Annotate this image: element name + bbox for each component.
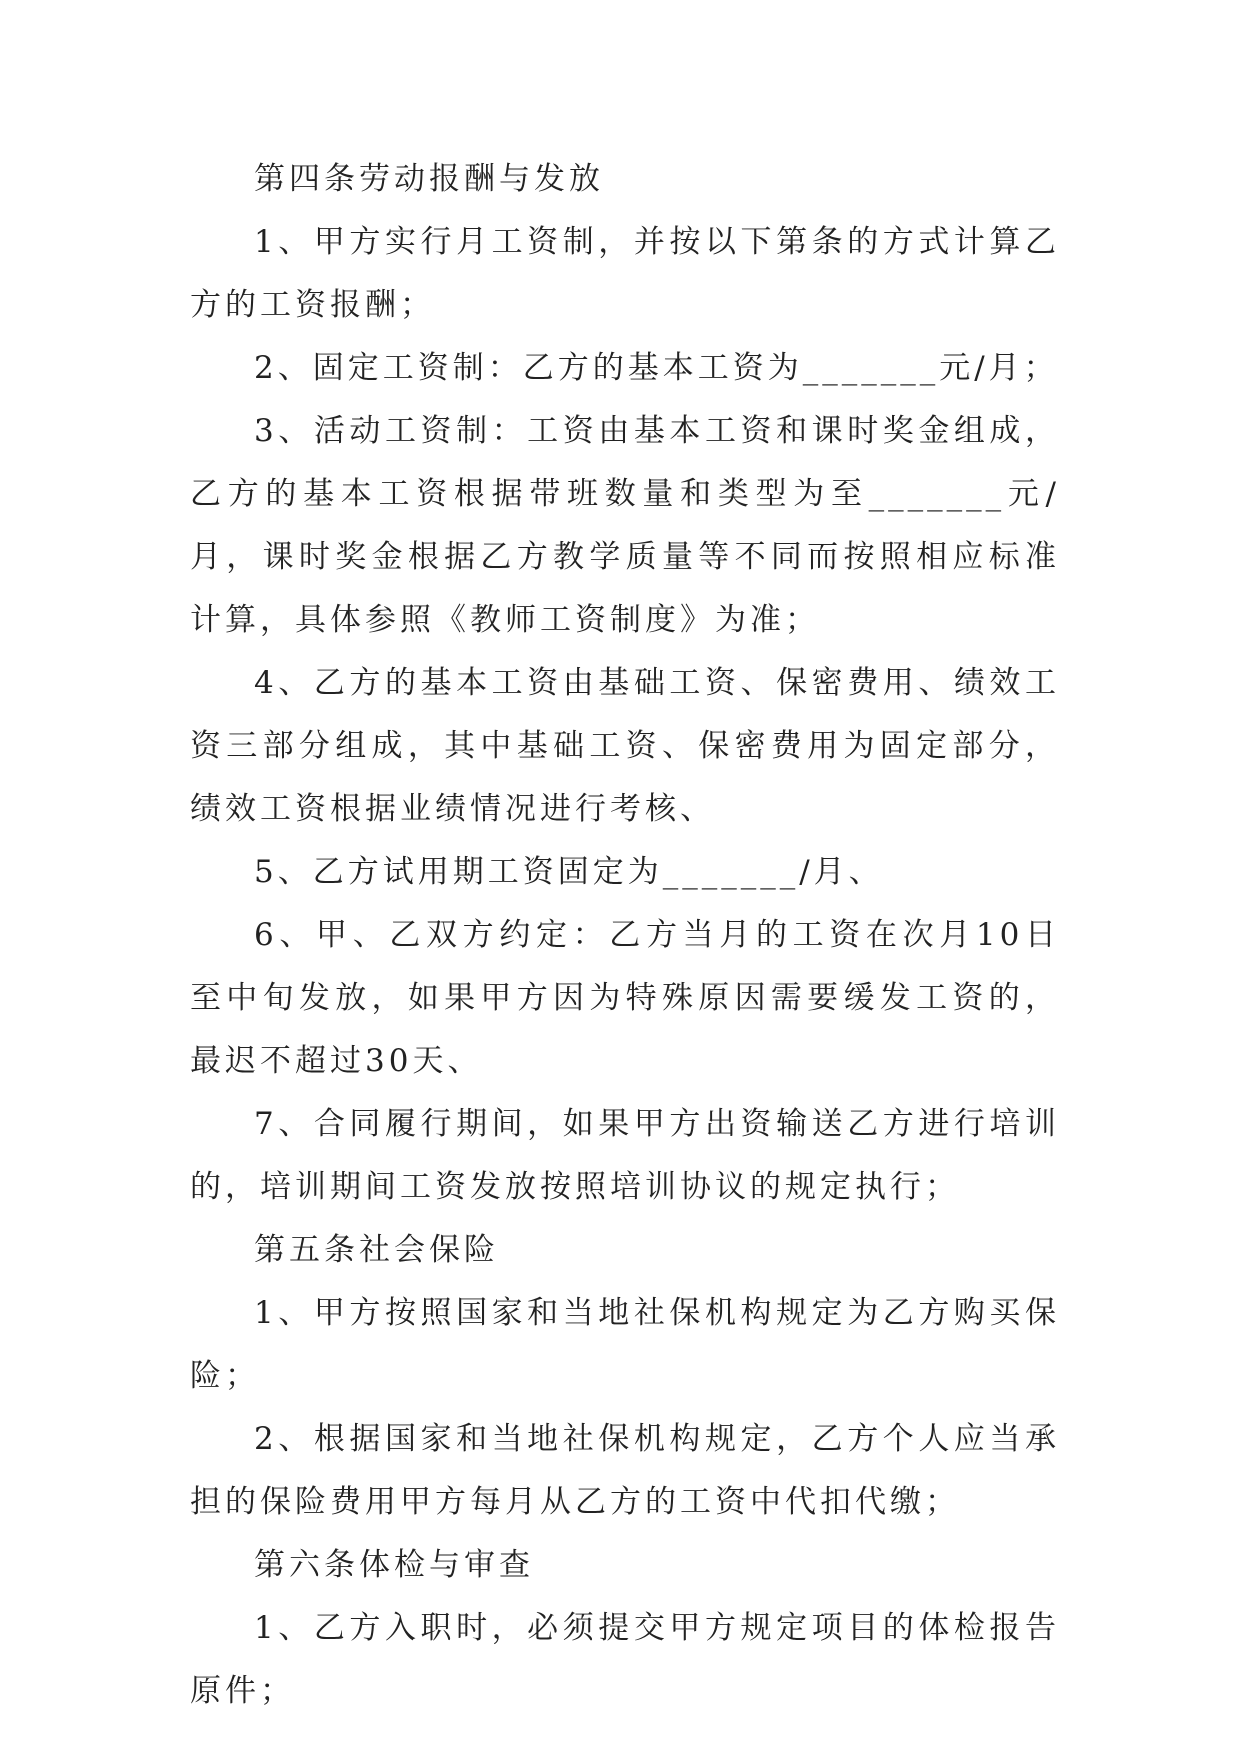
article-4-item-2: 2、固定工资制：乙方的基本工资为_______元/月；: [254, 350, 1059, 386]
article-4-heading: 第四条劳动报酬与发放: [254, 161, 604, 197]
document-body: [190, 148, 1060, 1723]
article-4-item-5: 5、乙方试用期工资固定为_______/月、: [254, 854, 884, 890]
article-4-item-7: 7、合同履行期间，如果甲方出资输送乙方进行培训的，培训期间工资发放按照培训协议的规定执行；: [190, 1106, 1060, 1205]
article-5-item-1: 1、甲方按照国家和当地社保机构规定为乙方购买保险；: [190, 1295, 1060, 1394]
article-5-item-2: 2、根据国家和当地社保机构规定，乙方个人应当承担的保险费用甲方每月从乙方的工资中代扣代缴；: [190, 1421, 1060, 1520]
article-4-item-4: 4、乙方的基本工资由基础工资、保密费用、绩效工资三部分组成，其中基础工资、保密费用为固定部分，绩效工资根据业绩情况进行考核、: [190, 665, 1060, 827]
article-5-heading: 第五条社会保险: [254, 1232, 499, 1268]
article-6-heading: 第六条体检与审查: [254, 1547, 534, 1583]
article-4-item-1: 1、甲方实行月工资制，并按以下第条的方式计算乙方的工资报酬；: [190, 224, 1060, 323]
article-4-item-3: 3、活动工资制：工资由基本工资和课时奖金组成，乙方的基本工资根据带班数量和类型为至_______元/月，课时奖金根据乙方教学质量等不同而按照相应标准计算，具体参照《教师工资制度》为准；: [190, 413, 1060, 638]
article-6-item-1: 1、乙方入职时，必须提交甲方规定项目的体检报告原件；: [190, 1610, 1060, 1709]
article-4-item-6: 6、甲、乙双方约定：乙方当月的工资在次月10日至中旬发放，如果甲方因为特殊原因需要缓发工资的，最迟不超过30天、: [190, 917, 1060, 1079]
